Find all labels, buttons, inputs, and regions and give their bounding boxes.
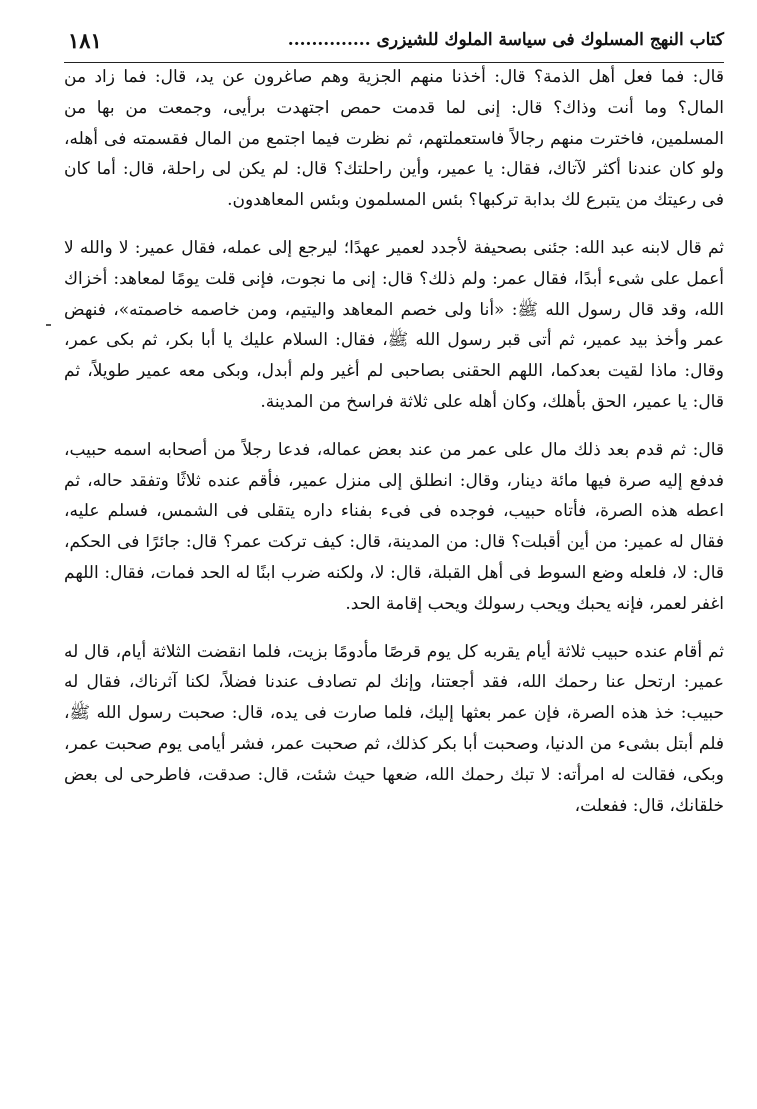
margin-mark [46,324,51,326]
page-number: ١٨١ [68,28,102,53]
paragraph-2: ثم قال لابنه عبد الله: جئنى بصحيفة لأجدد لعمير عهدًا؛ ليرجع إلى عمله، فقال عمير: لا والله لا أعمل على شىء أبدًا، فقال عمر: ولم ذلك؟ قال: إنى ما نجوت، فإنى قلت يومًا لمعاهد: أخزاك الله، وقد قال رسول الله ﷺ: «أنا ولى خصم المعاهد واليتيم، ومن خاصمه خاصمته»، فنهض عمر وأخذ بيد عمير، ثم أتى قبر رسول الله ﷺ، فقال: السلام عليك يا أبا بكر، ثم بكى عمر، وقال: ماذا لقيت بعدكما، اللهم الحقنى بصاحبى لم أغير ولم أبدل، وبكى معه عمير طويلاً، ثم قال: يا عمير، الحق بأهلك، وكان أهله على ثلاثة فراسخ من المدينة. [64,237,724,412]
paragraph-1: قال: فما فعل أهل الذمة؟ قال: أخذنا منهم الجزية وهم صاغرون عن يد، قال: فما زاد من المال؟ وما أنت وذاك؟ قال: إنى لما قدمت حمص اجتهدت برأيى، وجمعت من بها من المسلمين، فاخترت منهم رجالاً فاستعملتهم، ثم نظرت فيما اجتمع من المال فقسمته فى أهله، ولو كان عندنا أكثر لآتاك، فقال: يا عمير، وأين راحلتك؟ قال: لم يكن لى راحلة، قال: أما كان فى رعيتك من يتبرع لك بدابة تركبها؟ بئس المسلمون وبئس المعاهدون. [64,67,724,211]
page-header [64,26,724,63]
running-title: كتاب النهج المسلوك فى سياسة الملوك للشيزرى .............. [287,30,724,50]
body-text [64,62,724,821]
paragraph-4: ثم أقام عنده حبيب ثلاثة أيام يقربه كل يوم قرصًا مأدومًا بزيت، فلما انقضت الثلاثة أيام، قال له عمير: ارتحل عنا رحمك الله، فقد أجعتنا، وإنك لم تصادف عندنا فضلاً، لكنا آثرناك، فقال له حبيب: خذ هذه الصرة، فإن عمر بعثها إليك، فلما صارت فى يده، قال: صحبت رسول الله ﷺ، فلم أبتل بشىء من الدنيا، وصحبت أبا بكر كذلك، ثم صحبت عمر، فشر أيامى يوم صحبت عمر، وبكى، فقالت له امرأته: لا تبك رحمك الله، ضعها حيث شئت، قال: صدقت، فاطرحى لى بعض خلقانك، قال: ففعلت، [64,641,724,816]
paragraph-3: قال: ثم قدم بعد ذلك مال على عمر من عند بعض عماله، فدعا رجلاً من أصحابه اسمه حبيب، فدفع إليه صرة فيها مائة دينار، وقال: انطلق إلى منزل عمير، فأقم عنده ثلاثًا وتفقد حاله، ثم اعطه هذه الصرة، فأتاه حبيب، فوجده فى فىء بفناء داره يتقلى فى الشمس، فسلم عليه، فقال له عمير: من أين أقبلت؟ قال: من المدينة، قال: كيف تركت عمر؟ قال: جائرًا فى الحكم، قال: لا، فلعله وضع السوط فى أهل القبلة، قال: لا، ولكنه ضرب ابنًا له الحد فمات، فقال: اللهم اغفر لعمر، فإنه يحبك ويحب رسولك ويحب إقامة الحد. [64,439,724,614]
